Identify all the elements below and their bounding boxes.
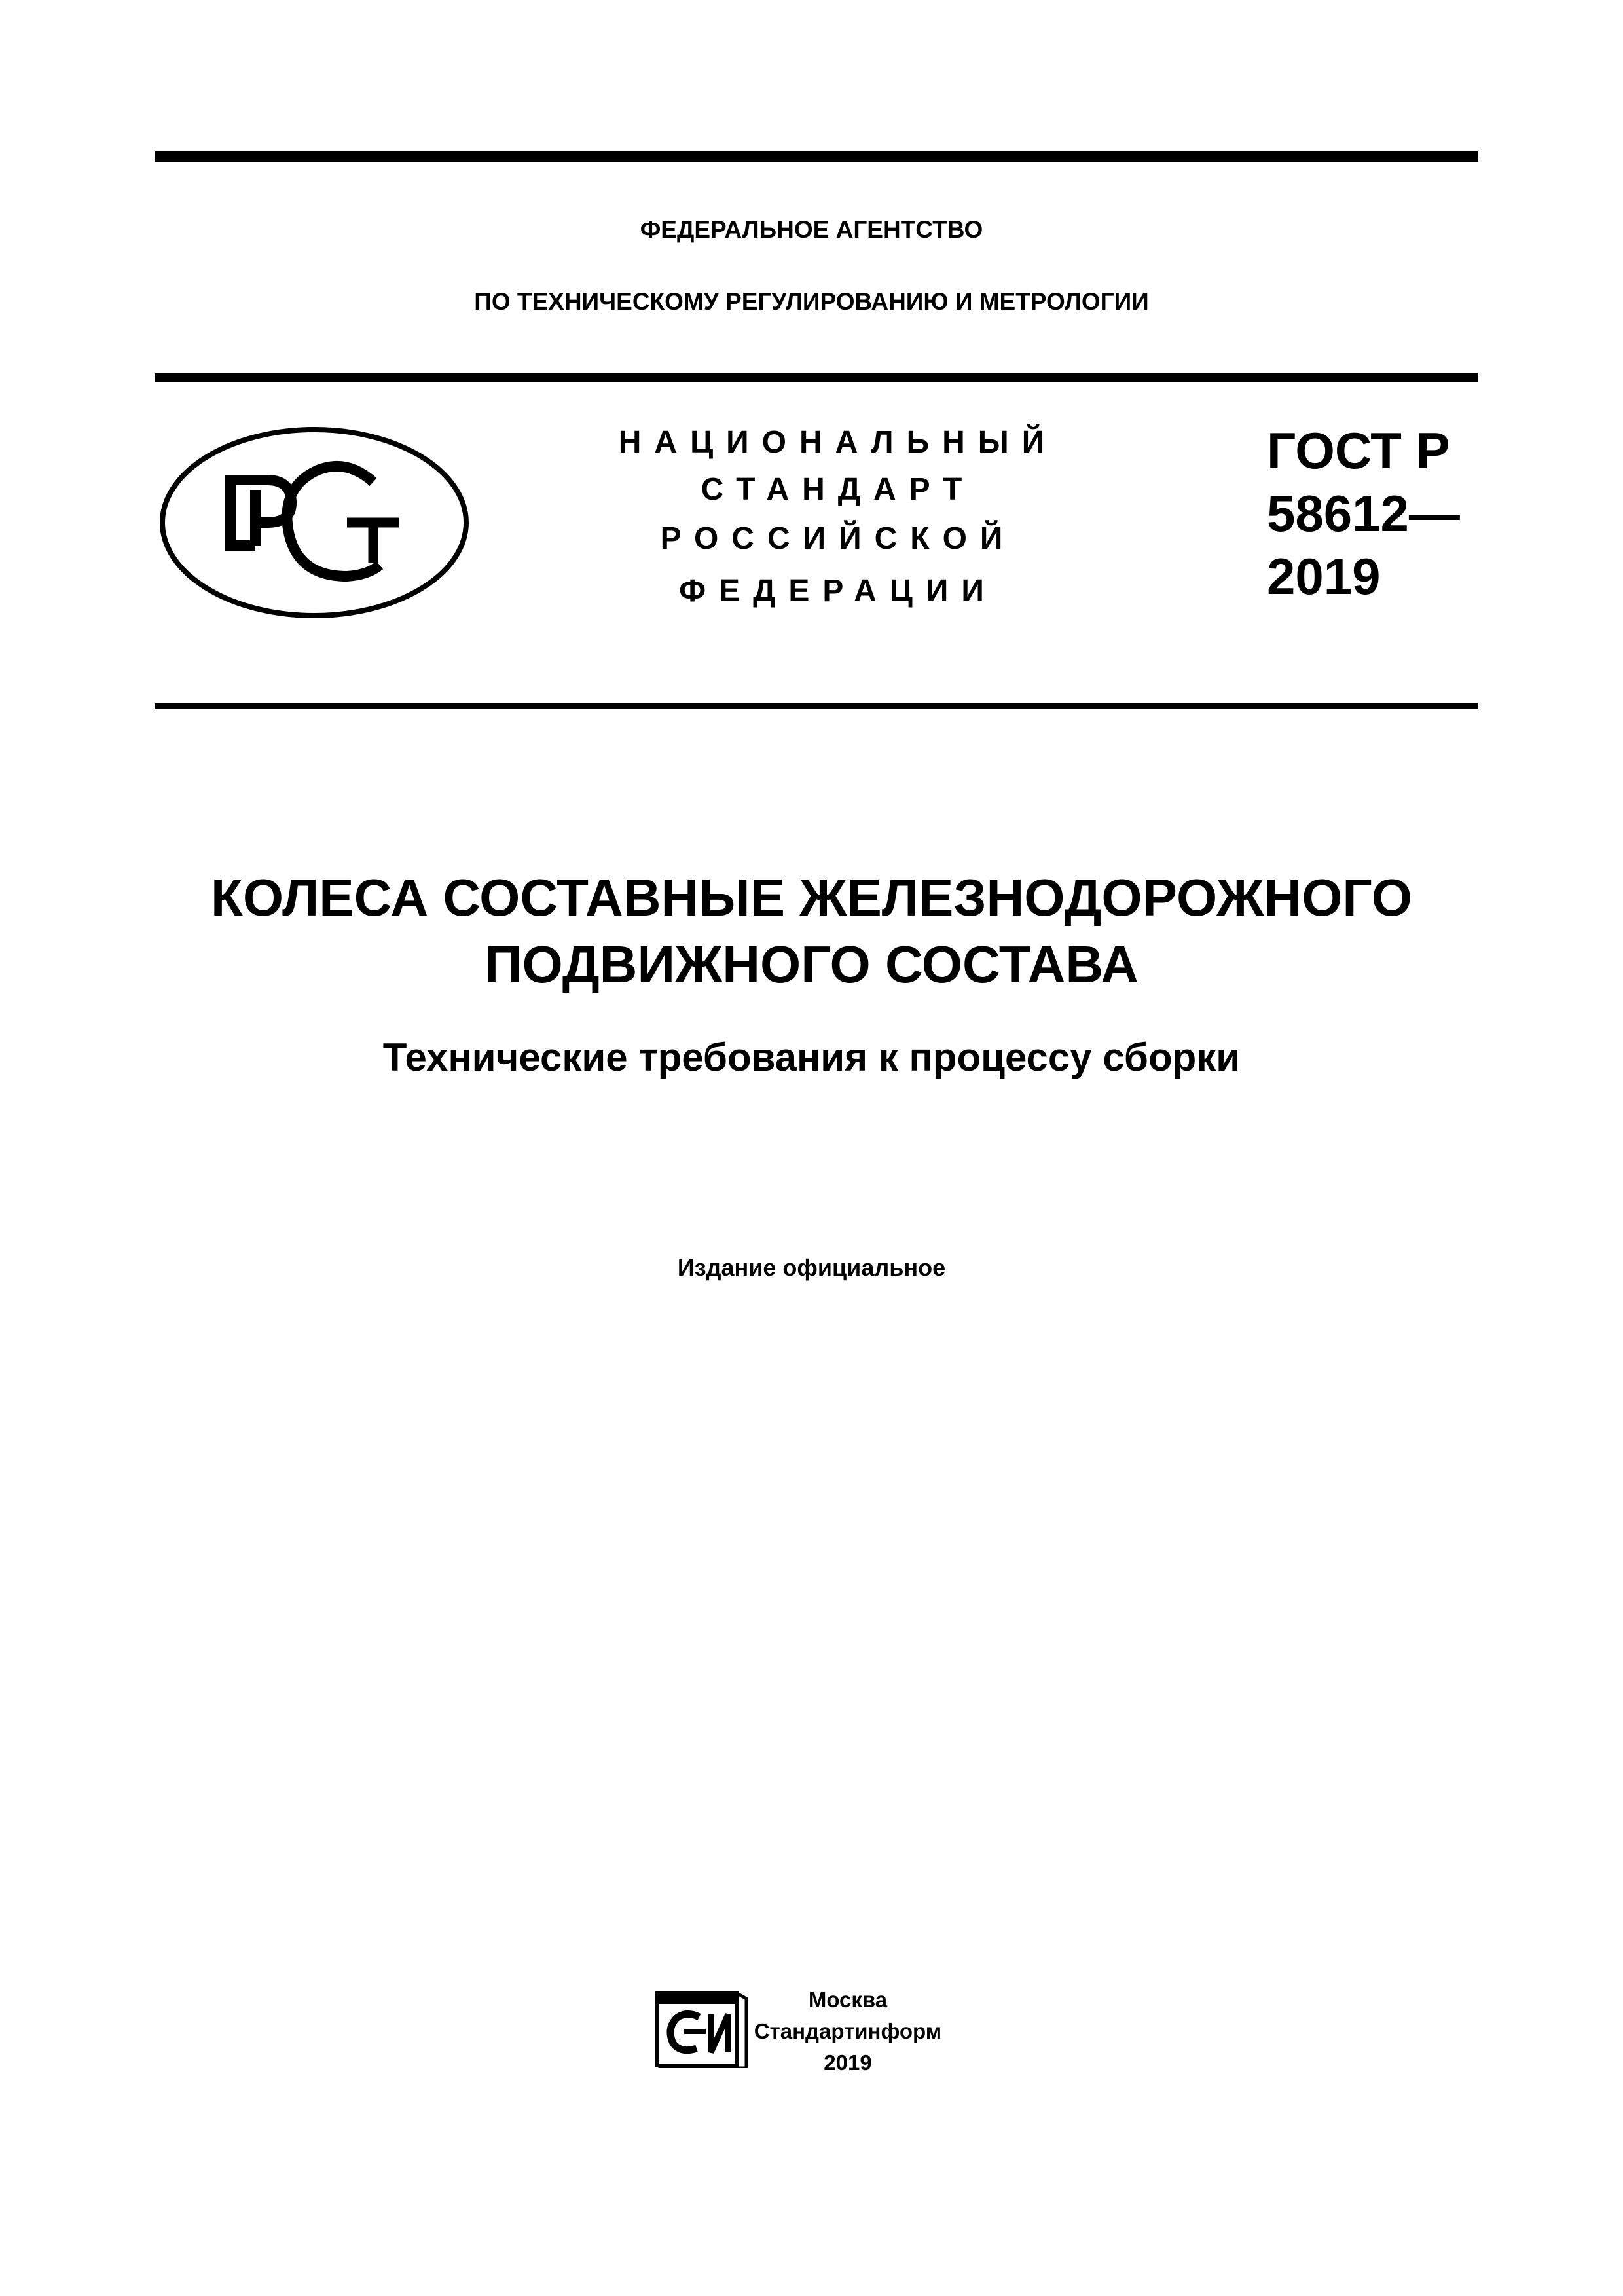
national-line-3: РОССИЙСКОЙ bbox=[660, 521, 1016, 556]
standartinform-logo-icon bbox=[655, 1991, 750, 2068]
agency-line-2: ПО ТЕХНИЧЕСКОМУ РЕГУЛИРОВАНИЮ И МЕТРОЛОГИИ bbox=[474, 288, 1149, 315]
publisher-year: 2019 bbox=[824, 2050, 872, 2075]
publisher-name: Стандартинформ bbox=[754, 2019, 942, 2043]
national-line-2: СТАНДАРТ bbox=[701, 472, 976, 507]
publisher-city: Москва bbox=[808, 1988, 888, 2012]
national-line-4: ФЕДЕРАЦИИ bbox=[679, 574, 997, 608]
edition-label: Издание официальное bbox=[677, 1254, 946, 1281]
national-line-1: НАЦИОНАЛЬНЫЙ bbox=[618, 425, 1058, 460]
designation-line-2: 58612— bbox=[1267, 485, 1460, 542]
top-rule bbox=[155, 151, 1478, 162]
bottom-rule bbox=[155, 703, 1478, 709]
designation-line-3: 2019 bbox=[1267, 547, 1381, 605]
gost-r-certification-mark-icon bbox=[157, 424, 471, 621]
title-line-1: КОЛЕСА СОСТАВНЫЕ ЖЕЛЕЗНОДОРОЖНОГО bbox=[211, 868, 1412, 927]
agency-line-1: ФЕДЕРАЛЬНОЕ АГЕНТСТВО bbox=[640, 216, 983, 243]
publisher-info bbox=[750, 1984, 946, 2079]
middle-rule bbox=[155, 373, 1478, 382]
standard-designation bbox=[1267, 419, 1460, 608]
document-subtitle: Технические требования к процессу сборки bbox=[382, 1035, 1241, 1079]
title-line-2: ПОДВИЖНОГО СОСТАВА bbox=[484, 935, 1139, 993]
document-title bbox=[0, 864, 1623, 998]
designation-line-1: ГОСТ Р bbox=[1267, 422, 1450, 479]
